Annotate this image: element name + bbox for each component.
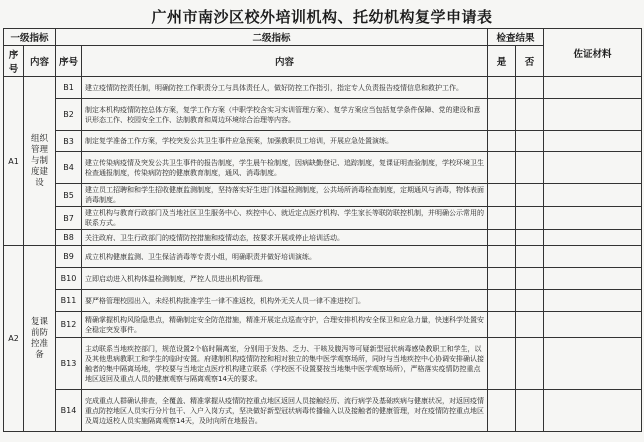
check-no-cell[interactable] — [516, 230, 544, 246]
check-no-cell[interactable] — [516, 290, 544, 312]
row-content: 建立机构与教育行政部门及当地社区卫生服务中心、疾控中心、就近定点医疗机构、学生家长等联防联控机制，并明确公示常用的联系方式。 — [82, 207, 488, 230]
evidence-cell[interactable] — [544, 246, 642, 268]
check-no-cell[interactable] — [516, 312, 544, 338]
evidence-cell[interactable] — [544, 290, 642, 312]
check-yes-cell[interactable] — [488, 77, 516, 99]
row-content: 精确掌握机构风险隐患点，精确制定安全防范措施，精准开展定点巡查守护，合理安排机构安全保卫和应急力量，快速科学处置安全稳定突发事件。 — [82, 312, 488, 338]
table-row — [4, 390, 642, 432]
row-code: B14 — [56, 390, 82, 432]
table-row — [4, 152, 642, 184]
check-yes-cell[interactable] — [488, 131, 516, 152]
row-code: B12 — [56, 312, 82, 338]
header-no: 否 — [516, 46, 544, 77]
header-content-short: 内容 — [24, 46, 56, 77]
table-row — [4, 338, 642, 390]
evidence-cell[interactable] — [544, 230, 642, 246]
row-content: 关注政府、卫生行政部门的疫情防控措施和疫情动态，按要求开展或停止培训活动。 — [82, 230, 488, 246]
row-content: 成立机构健康监测、卫生保洁消毒等专责小组，明确职责并做好培训演练。 — [82, 246, 488, 268]
check-no-cell[interactable] — [516, 152, 544, 184]
check-no-cell[interactable] — [516, 268, 544, 290]
row-code: B13 — [56, 338, 82, 390]
check-yes-cell[interactable] — [488, 207, 516, 230]
header-check-result: 检查结果 — [488, 29, 544, 46]
evidence-cell[interactable] — [544, 268, 642, 290]
group-code: A2 — [4, 246, 24, 432]
evidence-cell[interactable] — [544, 390, 642, 432]
row-content: 制定复学准备工作方案，学校突发公共卫生事件应急预案，加强教职员工培训，开展应急处置演练。 — [82, 131, 488, 152]
row-content: 建立员工招聘和和学生招收健康监测制度，坚持落实好生进门体温检测制度，公共场所消毒检查制度，定期通风与消毒，物体表面消毒制度。 — [82, 184, 488, 207]
header-seq: 序号 — [4, 46, 24, 77]
check-yes-cell[interactable] — [488, 390, 516, 432]
header-content: 内容 — [82, 46, 488, 77]
row-code: B7 — [56, 207, 82, 230]
evidence-cell[interactable] — [544, 99, 642, 131]
row-code: B4 — [56, 152, 82, 184]
check-yes-cell[interactable] — [488, 230, 516, 246]
evidence-cell[interactable] — [544, 131, 642, 152]
table-row — [4, 290, 642, 312]
row-content: 主动联系当地疾控部门，规范设置2个临时隔离室，分别用于发热、乏力、干咳及腹泻等可疑新型冠状病毒感染教职工和学生，以及其他患病教职工和学生的临时安置。府建制机构疫情防控和相对独立的集中医学观察场所，同时与当地疾控中心协调安排确认接触者的集中隔离场地，学校要与当地定点医疗机构建立联系（学校医不设置要按当地集中医学观察场所），严格落实疫情防控重点地区返回及重点人员的健康观察与隔离观察14天的要求。 — [82, 338, 488, 390]
application-table — [3, 28, 642, 432]
check-yes-cell[interactable] — [488, 184, 516, 207]
group-name: 组织管理与制度建设 — [24, 77, 56, 246]
evidence-cell[interactable] — [544, 338, 642, 390]
check-no-cell[interactable] — [516, 338, 544, 390]
row-code: B9 — [56, 246, 82, 268]
check-yes-cell[interactable] — [488, 338, 516, 390]
check-yes-cell[interactable] — [488, 312, 516, 338]
check-no-cell[interactable] — [516, 77, 544, 99]
header-yes: 是 — [488, 46, 516, 77]
check-yes-cell[interactable] — [488, 99, 516, 131]
evidence-cell[interactable] — [544, 77, 642, 99]
table-row — [4, 99, 642, 131]
header-level2: 二级指标 — [56, 29, 488, 46]
table-row — [4, 184, 642, 207]
table-row — [4, 246, 642, 268]
check-no-cell[interactable] — [516, 131, 544, 152]
row-content: 要严格管理校园出入，未经机构批准学生一律不准返校，机构外无关人员一律不准进校门。 — [82, 290, 488, 312]
header-level1: 一级指标 — [4, 29, 56, 46]
row-content: 立即启动进入机构体温检测制度，严控人员进出机构管理。 — [82, 268, 488, 290]
row-code: B10 — [56, 268, 82, 290]
check-yes-cell[interactable] — [488, 152, 516, 184]
form-title: 广州市南沙区校外培训机构、托幼机构复学申请表 — [151, 8, 493, 26]
header-row-1 — [4, 29, 642, 46]
table-row — [4, 131, 642, 152]
row-content: 制定本机构疫情防控总体方案，复学工作方案（中职学校含实习实训管理方案）、复学方案应当包括复学条件保障、党的建设和意识形态工作、校园安全工作、法制教育和周边环境综合治理等内容。 — [82, 99, 488, 131]
row-code: B11 — [56, 290, 82, 312]
check-no-cell[interactable] — [516, 207, 544, 230]
row-content: 建立传染病疫情及突发公共卫生事件的报告制度，学生晨午检制度，因病缺勤登记、追踪制度，复课证明查验制度，学校环境卫生检查通报制度，传染病防控的健康教育制度，通风、消毒制度。 — [82, 152, 488, 184]
row-code: B8 — [56, 230, 82, 246]
table-row — [4, 268, 642, 290]
check-no-cell[interactable] — [516, 99, 544, 131]
header-evidence: 佐证材料 — [544, 29, 642, 77]
table-row — [4, 312, 642, 338]
row-code: B2 — [56, 99, 82, 131]
row-code: B3 — [56, 131, 82, 152]
check-yes-cell[interactable] — [488, 290, 516, 312]
check-no-cell[interactable] — [516, 184, 544, 207]
check-yes-cell[interactable] — [488, 246, 516, 268]
row-code: B5 — [56, 184, 82, 207]
check-yes-cell[interactable] — [488, 268, 516, 290]
evidence-cell[interactable] — [544, 312, 642, 338]
check-no-cell[interactable] — [516, 246, 544, 268]
check-no-cell[interactable] — [516, 390, 544, 432]
group-code: A1 — [4, 77, 24, 246]
row-content: 完成重点人群确认排查，全覆盖、精准掌握从疫情防控重点地区返回人员接触经历、流行病学及基础疾病与健康状况，对返回疫情重点防控地区人员实行分片包干、入户入岗方式，坚决做好新型冠状病毒传播输入以及接触者的健康管理，对在疫情防控重点地区及周边返校人员实施隔离观察14天，及时向所在地报告。 — [82, 390, 488, 432]
evidence-cell[interactable] — [544, 184, 642, 207]
row-content: 建立疫情防控责任制，明确防控工作职责分工与具体责任人，做好防控工作指引，指定专人负责报告疫情信息和救护工作。 — [82, 77, 488, 99]
table-row — [4, 77, 642, 99]
table-row — [4, 230, 642, 246]
row-code: B1 — [56, 77, 82, 99]
evidence-cell[interactable] — [544, 207, 642, 230]
header-seq2: 序号 — [56, 46, 82, 77]
group-name: 复课前防控准备 — [24, 246, 56, 432]
evidence-cell[interactable] — [544, 152, 642, 184]
table-row — [4, 207, 642, 230]
